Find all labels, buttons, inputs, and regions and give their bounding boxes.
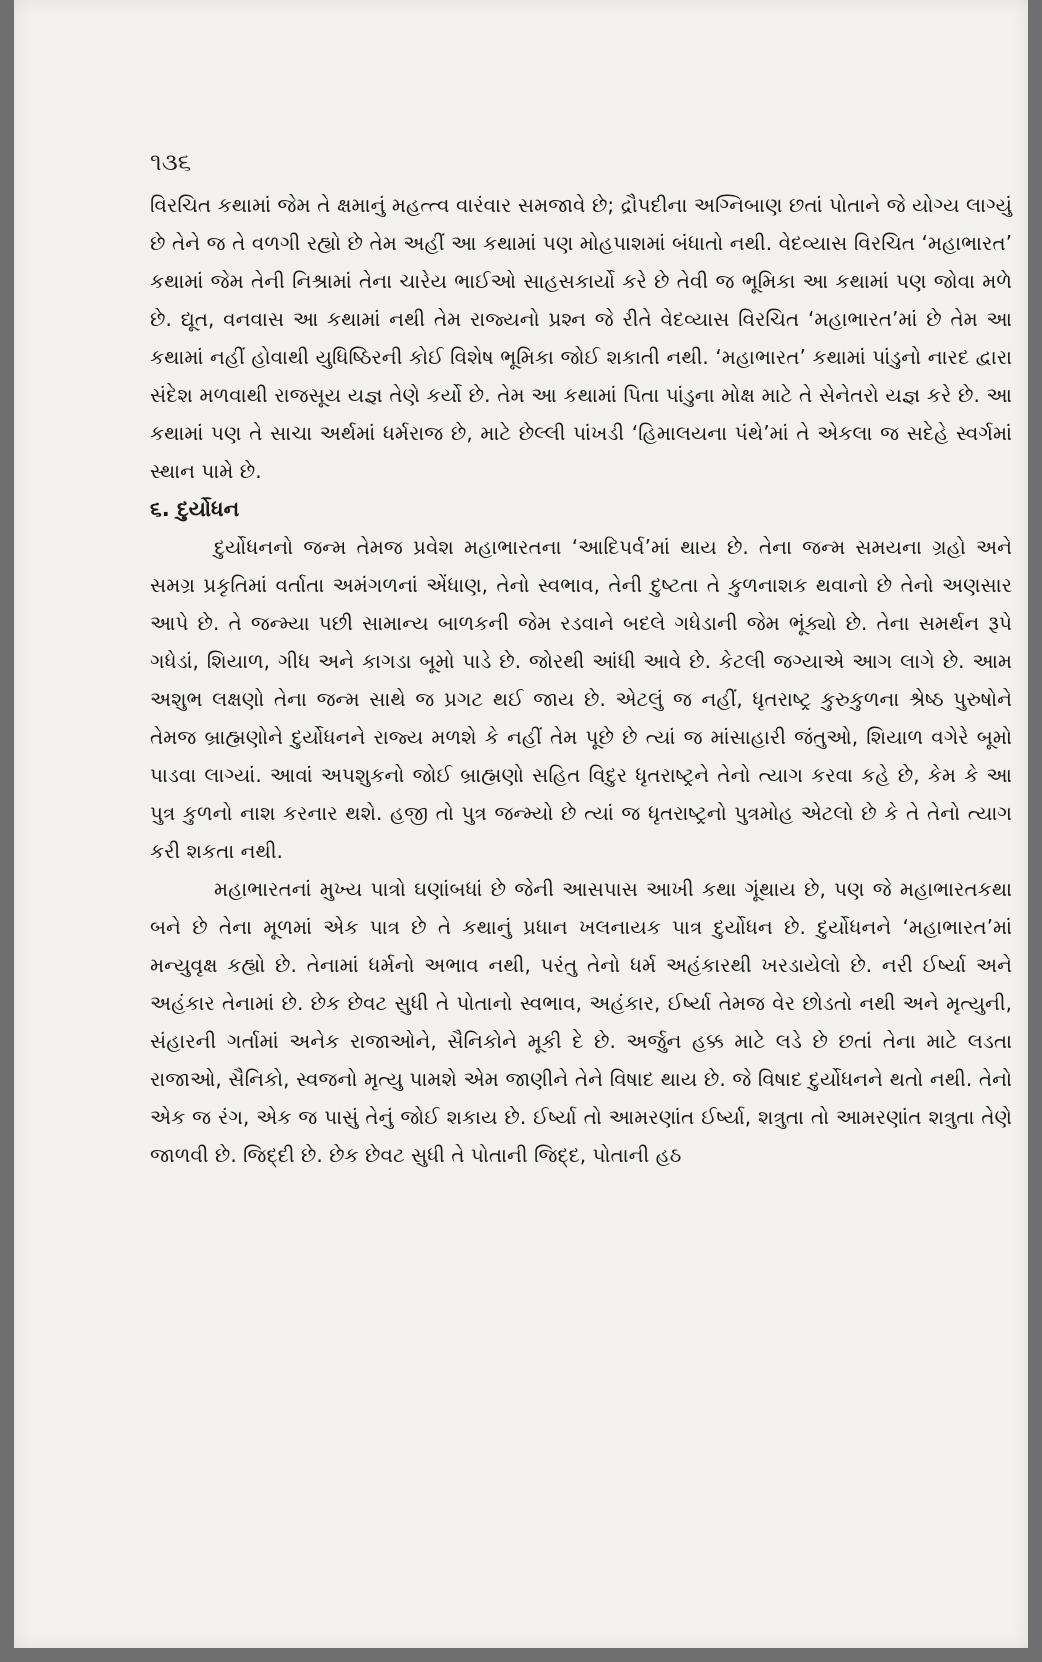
paragraph-continuation: વિરચિત કથામાં જેમ તે ક્ષમાનું મહત્ત્વ વારંવાર સમજાવે છે; દ્રૌપદીના અગ્નિબાણ છતાં પોતાને જે યોગ્ય લાગ્યું છે તેને જ તે વળગી રહ્યો છે તેમ અહીં આ કથામાં પણ મોહપાશમાં બંધાતો નથી. વેદવ્યાસ વિરચિત ‘મહાભારત’ કથામાં જેમ તેની નિશ્રામાં તેના ચારેય ભાઈઓ સાહસકાર્યો કરે છે તેવી જ ભૂમિકા આ કથામાં પણ જોવા મળે છે. દ્યૂત, વનવાસ આ કથામાં નથી તેમ રાજ્યનો પ્રશ્ન જે રીતે વેદવ્યાસ વિરચિત ‘મહાભારત’માં છે તેમ આ કથામાં નહીં હોવાથી યુધિષ્ઠિરની કોઈ વિશેષ ભૂમિકા જોઈ શકાતી નથી. ‘મહાભારત’ કથામાં પાંડુનો નારદ દ્વારા સંદેશ મળવાથી રાજસૂય યજ્ઞ તેણે કર્યો છે. તેમ આ કથામાં પિતા પાંડુના મોક્ષ માટે તે સેનેતરો યજ્ઞ કરે છે. આ કથામાં પણ તે સાચા અર્થમાં ધર્મરાજ છે, માટે છેલ્લી પાંખડી ‘હિમાલયના પંથે’માં તે એકલા જ સદેહે સ્વર્ગમાં સ્થાન પામે છે. <box>150 193 1012 483</box>
page-body <box>150 186 1012 1174</box>
paragraph-duryodhan-birth: દુર્યોધનનો જન્મ તેમજ પ્રવેશ મહાભારતના ‘આદિપર્વ’માં થાય છે. તેના જન્મ સમયના ગ્રહો અને સમગ્ર પ્રકૃતિમાં વર્તાતા અમંગળનાં એંધાણ, તેનો સ્વભાવ, તેની દુષ્ટતા તે કુળનાશક થવાનો છે તેનો અણસાર આપે છે. તે જન્મ્યા પછી સામાન્ય બાળકની જેમ રડવાને બદલે ગધેડાની જેમ ભૂંક્યો છે. તેના સમર્થન રૂપે ગધેડાં, શિયાળ, ગીધ અને કાગડા બૂમો પાડે છે. જોરથી આંધી આવે છે. કેટલી જગ્યાએ આગ લાગે છે. આમ અશુભ લક્ષણો તેના જન્મ સાથે જ પ્રગટ થઈ જાય છે. એટલું જ નહીં, ધૃતરાષ્ટ્ર કુરુકુળના શ્રેષ્ઠ પુરુષોને તેમજ બ્રાહ્મણોને દુર્યોધનને રાજ્ય મળશે કે નહીં તેમ પૂછે છે ત્યાં જ માંસાહારી જંતુઓ, શિયાળ વગેરે બૂમો પાડવા લાગ્યાં. આવાં અપશુકનો જોઈ બ્રાહ્મણો સહિત વિદુર ધૃતરાષ્ટ્રને તેનો ત્યાગ કરવા કહે છે, કેમ કે આ પુત્ર કુળનો નાશ કરનાર થશે. હજી તો પુત્ર જન્મ્યો છે ત્યાં જ ધૃતરાષ્ટ્રનો પુત્રમોહ એટલો છે કે તે તેનો ત્યાગ કરી શકતા નથી. <box>150 535 1012 863</box>
book-page <box>14 0 1028 1648</box>
section-heading: ૬. દુર્યોધન <box>150 497 240 521</box>
paragraph-duryodhan-character: મહાભારતનાં મુખ્ય પાત્રો ઘણાંબધાં છે જેની આસપાસ આખી કથા ગૂંથાય છે, પણ જે મહાભારતકથા બને છે તેના મૂળમાં એક પાત્ર છે તે કથાનું પ્રધાન ખલનાયક પાત્ર દુર્યોધન છે. દુર્યોધનને ‘મહાભારત’માં મન્યુવૃક્ષ કહ્યો છે. તેનામાં ધર્મનો અભાવ નથી, પરંતુ તેનો ધર્મ અહંકારથી ખરડાયેલો છે. નરી ઈર્ષ્યા અને અહંકાર તેનામાં છે. છેક છેવટ સુધી તે પોતાનો સ્વભાવ, અહંકાર, ઈર્ષ્યા તેમજ વેર છોડતો નથી અને મૃત્યુની, સંહારની ગર્તામાં અનેક રાજાઓને, સૈનિકોને મૂકી દે છે. અર્જુન હક્ક માટે લડે છે છતાં તેના માટે લડતા રાજાઓ, સૈનિકો, સ્વજનો મૃત્યુ પામશે એમ જાણીને તેને વિષાદ થાય છે. જે વિષાદ દુર્યોધનને થતો નથી. તેનો એક જ રંગ, એક જ પાસું તેનું જોઈ શકાય છે. ઈર્ષ્યા તો આમરણાંત ઈર્ષ્યા, શત્રુતા તો આમરણાંત શત્રુતા તેણે જાળવી છે. જિદ્દી છે. છેક છેવટ સુધી તે પોતાની જિદ્દ, પોતાની હઠ <box>150 877 1012 1167</box>
page-number: ૧૩૬ <box>150 148 192 176</box>
